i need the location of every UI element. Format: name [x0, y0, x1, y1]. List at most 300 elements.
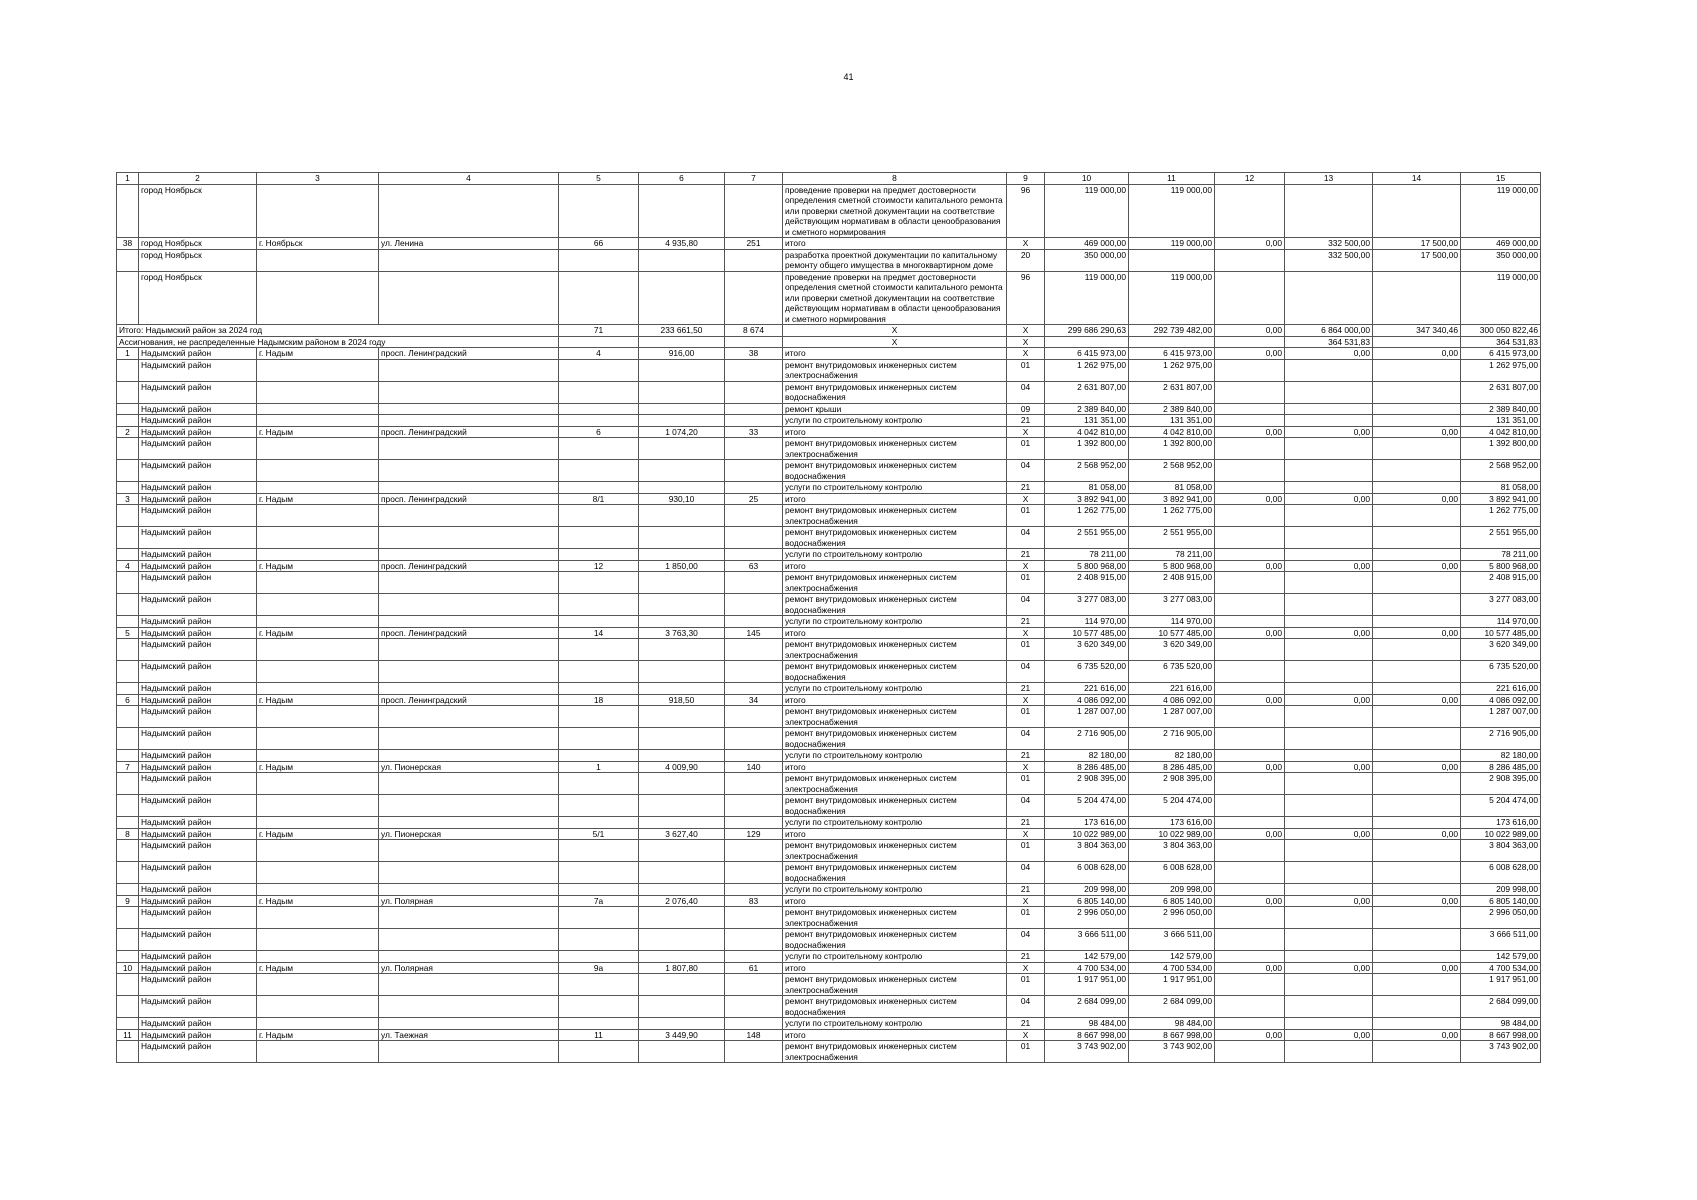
cell-cost-grand: 2 684 099,00: [1461, 996, 1541, 1018]
column-header: 14: [1373, 173, 1461, 185]
cell-house-number: 8/1: [559, 493, 639, 505]
cell-street: [379, 996, 559, 1018]
column-header: 3: [257, 173, 379, 185]
cell-area: [639, 996, 725, 1018]
table-row: [117, 907, 1541, 929]
cell-total-cost: [1045, 336, 1129, 348]
cell-area: 3 449,90: [639, 1029, 725, 1041]
cell-settlement: [257, 773, 379, 795]
cell-other-funds: [1373, 974, 1461, 996]
table-row: [117, 403, 1541, 415]
cell-area: 1 807,80: [639, 962, 725, 974]
cell-street: [379, 817, 559, 829]
cell-work-type: итого: [783, 828, 1007, 840]
table-row: [117, 271, 1541, 325]
cell-row-number: [117, 817, 139, 829]
cell-other-funds: [1373, 572, 1461, 594]
cell-regional-fund: 3 892 941,00: [1129, 493, 1215, 505]
cell-total-cost: 6 008 628,00: [1045, 862, 1129, 884]
cell-house-number: [559, 639, 639, 661]
cell-local-budget: [1215, 403, 1285, 415]
cell-owners-funds: [1285, 795, 1373, 817]
cell-owners-funds: [1285, 460, 1373, 482]
cell-work-code: 04: [1007, 381, 1045, 403]
table-row: [117, 325, 1541, 337]
cell-residents: 63: [725, 560, 783, 572]
cell-house-number: [559, 438, 639, 460]
cell-other-funds: 0,00: [1373, 828, 1461, 840]
cell-settlement: г. Надым: [257, 426, 379, 438]
cell-row-number: [117, 572, 139, 594]
cell-cost-grand: 98 484,00: [1461, 1018, 1541, 1030]
cell-settlement: [257, 661, 379, 683]
table-row: [117, 962, 1541, 974]
cell-work-code: 21: [1007, 884, 1045, 896]
cell-other-funds: [1373, 884, 1461, 896]
cell-regional-fund: 119 000,00: [1129, 238, 1215, 250]
cell-municipality: Надымский район: [139, 840, 257, 862]
cell-house-number: [559, 683, 639, 695]
cell-other-funds: [1373, 929, 1461, 951]
cell-local-budget: [1215, 795, 1285, 817]
column-header: 5: [559, 173, 639, 185]
cell-total-cost: 1 392 800,00: [1045, 438, 1129, 460]
column-header: 9: [1007, 173, 1045, 185]
cell-street: [379, 616, 559, 628]
cell-municipality: Надымский район: [139, 505, 257, 527]
cell-area: [639, 249, 725, 271]
cell-regional-fund: 82 180,00: [1129, 750, 1215, 762]
cell-street: просп. Ленинградский: [379, 560, 559, 572]
cell-row-number: [117, 974, 139, 996]
cell-cost-grand: 78 211,00: [1461, 549, 1541, 561]
cell-local-budget: [1215, 381, 1285, 403]
table-row: [117, 482, 1541, 494]
cell-local-budget: 0,00: [1215, 560, 1285, 572]
cell-house-number: [559, 249, 639, 271]
cell-work-type: ремонт внутридомовых инженерных систем водоснабжения: [783, 594, 1007, 616]
table-row: [117, 460, 1541, 482]
cell-cost-grand: 2 389 840,00: [1461, 403, 1541, 415]
cell-street: [379, 381, 559, 403]
cell-regional-fund: 1 287 007,00: [1129, 706, 1215, 728]
cell-owners-funds: 0,00: [1285, 426, 1373, 438]
cell-municipality: город Ноябрьск: [139, 184, 257, 238]
cell-street: [379, 549, 559, 561]
cell-municipality: Надымский район: [139, 616, 257, 628]
cell-other-funds: [1373, 706, 1461, 728]
cell-municipality: Надымский район: [139, 549, 257, 561]
cell-other-funds: [1373, 817, 1461, 829]
cell-cost-grand: 300 050 822,46: [1461, 325, 1541, 337]
cell-municipality: Надымский район: [139, 884, 257, 896]
cell-work-type: итого: [783, 761, 1007, 773]
cell-cost-grand: 1 917 951,00: [1461, 974, 1541, 996]
cell-house-number: [559, 661, 639, 683]
cell-cost-grand: 6 735 520,00: [1461, 661, 1541, 683]
cell-other-funds: [1373, 1018, 1461, 1030]
cell-area: [639, 683, 725, 695]
cell-house-number: [559, 862, 639, 884]
cell-cost-grand: 2 568 952,00: [1461, 460, 1541, 482]
cell-house-number: [559, 482, 639, 494]
cell-work-type: услуги по строительному контролю: [783, 750, 1007, 762]
cell-street: [379, 1041, 559, 1063]
cell-total-cost: 3 743 902,00: [1045, 1041, 1129, 1063]
cell-other-funds: 0,00: [1373, 895, 1461, 907]
cell-municipality: Надымский район: [139, 962, 257, 974]
cell-local-budget: 0,00: [1215, 895, 1285, 907]
cell-owners-funds: 0,00: [1285, 560, 1373, 572]
column-header: 6: [639, 173, 725, 185]
cell-municipality: Надымский район: [139, 907, 257, 929]
cell-local-budget: 0,00: [1215, 1029, 1285, 1041]
cell-settlement: [257, 974, 379, 996]
cell-settlement: [257, 907, 379, 929]
cell-house-number: [559, 795, 639, 817]
cell-work-code: Х: [1007, 336, 1045, 348]
cell-residents: [725, 594, 783, 616]
cell-total-cost: 3 666 511,00: [1045, 929, 1129, 951]
table-row: [117, 761, 1541, 773]
cell-cost-grand: 1 262 975,00: [1461, 359, 1541, 381]
cell-row-number: [117, 415, 139, 427]
cell-regional-fund: 4 086 092,00: [1129, 694, 1215, 706]
cell-municipality: Надымский район: [139, 728, 257, 750]
cell-local-budget: [1215, 750, 1285, 762]
cell-regional-fund: 114 970,00: [1129, 616, 1215, 628]
cell-row-number: [117, 249, 139, 271]
cell-street: [379, 184, 559, 238]
cell-work-code: 21: [1007, 616, 1045, 628]
cell-other-funds: 0,00: [1373, 1029, 1461, 1041]
cell-street: [379, 974, 559, 996]
cell-local-budget: [1215, 249, 1285, 271]
cell-area: [639, 549, 725, 561]
cell-row-number: [117, 728, 139, 750]
cell-other-funds: 0,00: [1373, 962, 1461, 974]
cell-work-code: Х: [1007, 962, 1045, 974]
cell-other-funds: 0,00: [1373, 426, 1461, 438]
cell-house-number: [559, 381, 639, 403]
cell-municipality: Надымский район: [139, 493, 257, 505]
cell-cost-grand: 4 042 810,00: [1461, 426, 1541, 438]
cell-area: [639, 271, 725, 325]
cell-total-cost: 82 180,00: [1045, 750, 1129, 762]
cell-total-cost: 173 616,00: [1045, 817, 1129, 829]
cell-row-number: [117, 661, 139, 683]
cell-local-budget: [1215, 184, 1285, 238]
cell-row-number: [117, 359, 139, 381]
cell-area: [639, 572, 725, 594]
cell-settlement: [257, 594, 379, 616]
cell-residents: [725, 728, 783, 750]
cell-settlement: [257, 616, 379, 628]
cell-row-number: [117, 1018, 139, 1030]
cell-cost-grand: 10 577 485,00: [1461, 627, 1541, 639]
cell-work-type: ремонт внутридомовых инженерных систем электроснабжения: [783, 974, 1007, 996]
cell-other-funds: [1373, 549, 1461, 561]
cell-work-type: проведение проверки на предмет достоверности определения сметной стоимости капитального ремонта или проверки сметной документации на соответствие действующим нормативам в области ценообразования и сметного нормирования: [783, 184, 1007, 238]
cell-regional-fund: 1 392 800,00: [1129, 438, 1215, 460]
cell-settlement: г. Надым: [257, 694, 379, 706]
cell-area: [639, 706, 725, 728]
cell-owners-funds: 0,00: [1285, 694, 1373, 706]
cell-residents: [725, 1041, 783, 1063]
cell-settlement: [257, 951, 379, 963]
cell-house-number: [559, 336, 639, 348]
cell-street: [379, 527, 559, 549]
table-row: [117, 694, 1541, 706]
cell-street: просп. Ленинградский: [379, 627, 559, 639]
cell-regional-fund: 2 716 905,00: [1129, 728, 1215, 750]
cell-work-type: услуги по строительному контролю: [783, 415, 1007, 427]
cell-house-number: [559, 359, 639, 381]
cell-total-cost: 98 484,00: [1045, 1018, 1129, 1030]
cell-residents: [725, 572, 783, 594]
cell-other-funds: [1373, 795, 1461, 817]
cell-work-type: ремонт внутридомовых инженерных систем водоснабжения: [783, 460, 1007, 482]
cell-regional-fund: 2 551 955,00: [1129, 527, 1215, 549]
cell-work-code: 01: [1007, 639, 1045, 661]
cell-area: 916,00: [639, 348, 725, 360]
cell-area: [639, 415, 725, 427]
cell-cost-grand: 2 996 050,00: [1461, 907, 1541, 929]
cell-area: [639, 594, 725, 616]
cell-total-cost: 3 892 941,00: [1045, 493, 1129, 505]
cell-total-cost: 119 000,00: [1045, 184, 1129, 238]
cell-settlement: [257, 271, 379, 325]
cell-residents: [725, 683, 783, 695]
cell-cost-grand: 8 286 485,00: [1461, 761, 1541, 773]
cell-residents: 33: [725, 426, 783, 438]
cell-other-funds: 0,00: [1373, 348, 1461, 360]
cell-cost-grand: 119 000,00: [1461, 184, 1541, 238]
cell-total-cost: 2 684 099,00: [1045, 996, 1129, 1018]
cell-total-cost: 2 996 050,00: [1045, 907, 1129, 929]
cell-cost-grand: 209 998,00: [1461, 884, 1541, 896]
cell-work-code: Х: [1007, 627, 1045, 639]
cell-work-type: ремонт внутридомовых инженерных систем водоснабжения: [783, 728, 1007, 750]
cell-local-budget: 0,00: [1215, 694, 1285, 706]
cell-area: [639, 795, 725, 817]
cell-residents: [725, 639, 783, 661]
cell-house-number: 5/1: [559, 828, 639, 840]
cell-owners-funds: 0,00: [1285, 1029, 1373, 1041]
cell-area: 930,10: [639, 493, 725, 505]
cell-settlement: г. Ноябрьск: [257, 238, 379, 250]
cell-regional-fund: 6 415 973,00: [1129, 348, 1215, 360]
cell-settlement: [257, 795, 379, 817]
cell-area: [639, 527, 725, 549]
summary-label: Итого: Надымский район за 2024 год: [117, 325, 559, 337]
cell-regional-fund: 3 277 083,00: [1129, 594, 1215, 616]
cell-local-budget: [1215, 974, 1285, 996]
cell-residents: 145: [725, 627, 783, 639]
cell-total-cost: 6 415 973,00: [1045, 348, 1129, 360]
cell-owners-funds: [1285, 750, 1373, 762]
column-header: 12: [1215, 173, 1285, 185]
cell-residents: [725, 505, 783, 527]
cell-row-number: 9: [117, 895, 139, 907]
cell-row-number: 5: [117, 627, 139, 639]
cell-local-budget: [1215, 929, 1285, 951]
cell-regional-fund: 142 579,00: [1129, 951, 1215, 963]
cell-settlement: [257, 840, 379, 862]
cell-total-cost: 2 389 840,00: [1045, 403, 1129, 415]
cell-owners-funds: [1285, 683, 1373, 695]
cell-row-number: [117, 438, 139, 460]
cell-house-number: [559, 840, 639, 862]
cell-area: [639, 728, 725, 750]
cell-row-number: [117, 773, 139, 795]
cell-house-number: [559, 884, 639, 896]
cell-residents: 61: [725, 962, 783, 974]
cell-cost-grand: 3 892 941,00: [1461, 493, 1541, 505]
cell-house-number: [559, 616, 639, 628]
cell-owners-funds: [1285, 184, 1373, 238]
cell-house-number: 7а: [559, 895, 639, 907]
cell-other-funds: [1373, 482, 1461, 494]
cell-owners-funds: [1285, 996, 1373, 1018]
cell-other-funds: [1373, 773, 1461, 795]
cell-area: [639, 661, 725, 683]
header-row: [117, 173, 1541, 185]
cell-total-cost: 3 277 083,00: [1045, 594, 1129, 616]
cell-street: [379, 840, 559, 862]
cell-owners-funds: [1285, 974, 1373, 996]
cell-area: [639, 359, 725, 381]
cell-work-type: ремонт внутридомовых инженерных систем водоснабжения: [783, 381, 1007, 403]
cell-total-cost: 221 616,00: [1045, 683, 1129, 695]
table-row: [117, 951, 1541, 963]
cell-work-type: разработка проектной документации по капитальному ремонту общего имущества в многоквартирном доме: [783, 249, 1007, 271]
cell-municipality: Надымский район: [139, 482, 257, 494]
cell-residents: [725, 951, 783, 963]
cell-street: [379, 249, 559, 271]
cell-municipality: Надымский район: [139, 572, 257, 594]
cell-other-funds: [1373, 683, 1461, 695]
cell-work-code: 01: [1007, 505, 1045, 527]
cell-area: 1 850,00: [639, 560, 725, 572]
cell-work-type: итого: [783, 694, 1007, 706]
cell-house-number: [559, 1041, 639, 1063]
cell-house-number: [559, 706, 639, 728]
cell-other-funds: 17 500,00: [1373, 238, 1461, 250]
cell-house-number: 11: [559, 1029, 639, 1041]
table-row: [117, 426, 1541, 438]
cell-total-cost: 1 917 951,00: [1045, 974, 1129, 996]
cell-cost-grand: 2 408 915,00: [1461, 572, 1541, 594]
cell-municipality: Надымский район: [139, 627, 257, 639]
cell-work-type: ремонт внутридомовых инженерных систем электроснабжения: [783, 359, 1007, 381]
cell-regional-fund: 1 262 775,00: [1129, 505, 1215, 527]
cell-cost-grand: 364 531,83: [1461, 336, 1541, 348]
cell-settlement: [257, 817, 379, 829]
cell-total-cost: 469 000,00: [1045, 238, 1129, 250]
cell-residents: [725, 549, 783, 561]
cell-house-number: 1: [559, 761, 639, 773]
cell-work-type: ремонт внутридомовых инженерных систем электроснабжения: [783, 907, 1007, 929]
cell-work-type: ремонт внутридомовых инженерных систем электроснабжения: [783, 438, 1007, 460]
cell-house-number: 4: [559, 348, 639, 360]
cell-work-code: Х: [1007, 325, 1045, 337]
cell-local-budget: [1215, 840, 1285, 862]
cell-area: [639, 616, 725, 628]
cell-other-funds: 0,00: [1373, 761, 1461, 773]
cell-work-code: Х: [1007, 895, 1045, 907]
cell-street: просп. Ленинградский: [379, 694, 559, 706]
cell-municipality: Надымский район: [139, 828, 257, 840]
cell-municipality: Надымский район: [139, 381, 257, 403]
cell-owners-funds: 0,00: [1285, 895, 1373, 907]
cell-street: [379, 415, 559, 427]
cell-regional-fund: 6 735 520,00: [1129, 661, 1215, 683]
cell-municipality: Надымский район: [139, 639, 257, 661]
cell-work-type: Х: [783, 336, 1007, 348]
cell-other-funds: [1373, 951, 1461, 963]
cell-municipality: Надымский район: [139, 750, 257, 762]
cell-local-budget: [1215, 1041, 1285, 1063]
cell-cost-grand: 82 180,00: [1461, 750, 1541, 762]
cell-row-number: [117, 403, 139, 415]
cell-other-funds: [1373, 403, 1461, 415]
cell-cost-grand: 6 415 973,00: [1461, 348, 1541, 360]
cell-work-code: 21: [1007, 750, 1045, 762]
cell-other-funds: [1373, 594, 1461, 616]
cell-settlement: г. Надым: [257, 761, 379, 773]
cell-house-number: [559, 572, 639, 594]
cell-owners-funds: [1285, 438, 1373, 460]
cell-other-funds: [1373, 661, 1461, 683]
cell-work-code: 04: [1007, 460, 1045, 482]
cell-work-type: ремонт внутридомовых инженерных систем водоснабжения: [783, 996, 1007, 1018]
table-row: [117, 527, 1541, 549]
cell-row-number: [117, 549, 139, 561]
cell-street: ул. Таежная: [379, 1029, 559, 1041]
cell-cost-grand: 114 970,00: [1461, 616, 1541, 628]
cell-work-code: 04: [1007, 728, 1045, 750]
cell-work-type: услуги по строительному контролю: [783, 683, 1007, 695]
cell-settlement: [257, 403, 379, 415]
cell-local-budget: [1215, 706, 1285, 728]
cell-house-number: 66: [559, 238, 639, 250]
cell-house-number: [559, 728, 639, 750]
cell-other-funds: [1373, 336, 1461, 348]
cell-residents: [725, 750, 783, 762]
cell-house-number: [559, 907, 639, 929]
cell-owners-funds: 0,00: [1285, 493, 1373, 505]
cell-work-code: 01: [1007, 907, 1045, 929]
cell-work-type: услуги по строительному контролю: [783, 1018, 1007, 1030]
cell-municipality: Надымский район: [139, 359, 257, 381]
table-row: [117, 616, 1541, 628]
cell-total-cost: 81 058,00: [1045, 482, 1129, 494]
cell-total-cost: 2 568 952,00: [1045, 460, 1129, 482]
cell-row-number: 38: [117, 238, 139, 250]
cell-other-funds: [1373, 1041, 1461, 1063]
cell-residents: [725, 929, 783, 951]
table-row: [117, 505, 1541, 527]
cell-settlement: [257, 184, 379, 238]
cell-street: просп. Ленинградский: [379, 426, 559, 438]
cell-regional-fund: 8 286 485,00: [1129, 761, 1215, 773]
cell-other-funds: 0,00: [1373, 493, 1461, 505]
table-row: [117, 1041, 1541, 1063]
cell-settlement: [257, 572, 379, 594]
cell-work-code: Х: [1007, 761, 1045, 773]
cell-local-budget: 0,00: [1215, 348, 1285, 360]
